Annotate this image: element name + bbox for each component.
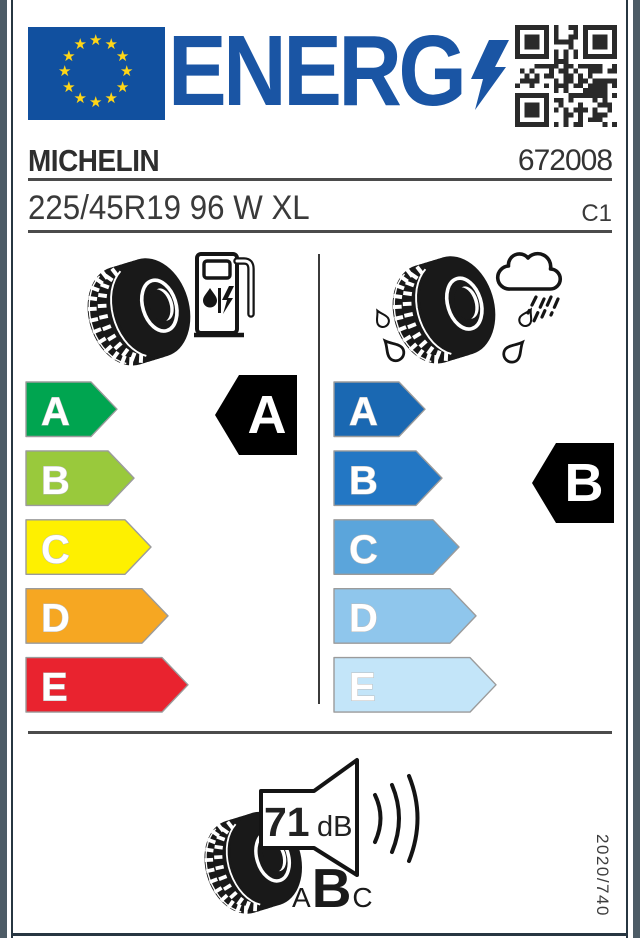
svg-text:E: E (349, 665, 376, 710)
frame-bottom-line (11, 933, 628, 936)
divider-noise (28, 731, 612, 734)
divider-size (28, 230, 612, 233)
svg-text:E: E (41, 665, 68, 710)
noise-unit: dB (317, 811, 353, 843)
eu-star: ★ (58, 63, 72, 80)
rain-cloud-icon (492, 245, 572, 329)
wet-grip-rating-indicator (531, 442, 615, 524)
eu-star: ★ (104, 89, 118, 107)
eu-star: ★ (62, 47, 76, 65)
fuel-efficiency-rating-indicator (214, 374, 298, 456)
svg-text:D: D (349, 596, 378, 641)
qr-code (515, 25, 617, 127)
eu-star: ★ (89, 32, 103, 49)
svg-text:B: B (41, 458, 70, 503)
svg-text:C: C (349, 527, 378, 572)
noise-class-a: A (292, 882, 311, 913)
svg-text:A: A (41, 390, 70, 434)
type-identifier: 672008 (517, 144, 612, 177)
sound-waves-icon (375, 776, 418, 861)
divider-brand (28, 178, 612, 181)
brand-name: MICHELIN (28, 143, 160, 178)
noise-class-c: C (352, 882, 373, 913)
frame-right-bar (633, 0, 640, 938)
noise-value: 71 (264, 799, 310, 845)
eu-star: ★ (115, 78, 130, 96)
frame-left-bar (0, 0, 7, 938)
svg-text:B: B (564, 453, 604, 514)
eu-star: ★ (120, 63, 134, 80)
energ-logo-text: ENERG (168, 15, 464, 127)
noise-class-letters (292, 856, 373, 919)
svg-text:C: C (41, 527, 70, 572)
tire-class: C1 (581, 200, 612, 227)
eu-star: ★ (115, 47, 130, 65)
tire-size-designation: 225/45R19 96 W XL (28, 189, 310, 227)
eu-star: ★ (62, 78, 76, 96)
noise-class-b-selected: B (311, 857, 352, 919)
tire-icon (80, 249, 208, 373)
wet-grip-scale (333, 381, 633, 715)
frame-left-line (11, 0, 13, 938)
regulation-reference: 2020/740 (593, 834, 612, 917)
lightning-bolt-icon (468, 40, 510, 112)
svg-text:B: B (349, 458, 378, 503)
eu-star: ★ (73, 36, 87, 54)
svg-text:D: D (41, 596, 70, 641)
svg-text:A: A (247, 384, 287, 445)
eu-star: ★ (104, 36, 118, 54)
svg-text:A: A (349, 390, 378, 434)
eu-flag (28, 27, 165, 120)
eu-star: ★ (73, 89, 87, 107)
fuel-pump-icon (194, 244, 256, 340)
eu-star: ★ (89, 94, 103, 111)
